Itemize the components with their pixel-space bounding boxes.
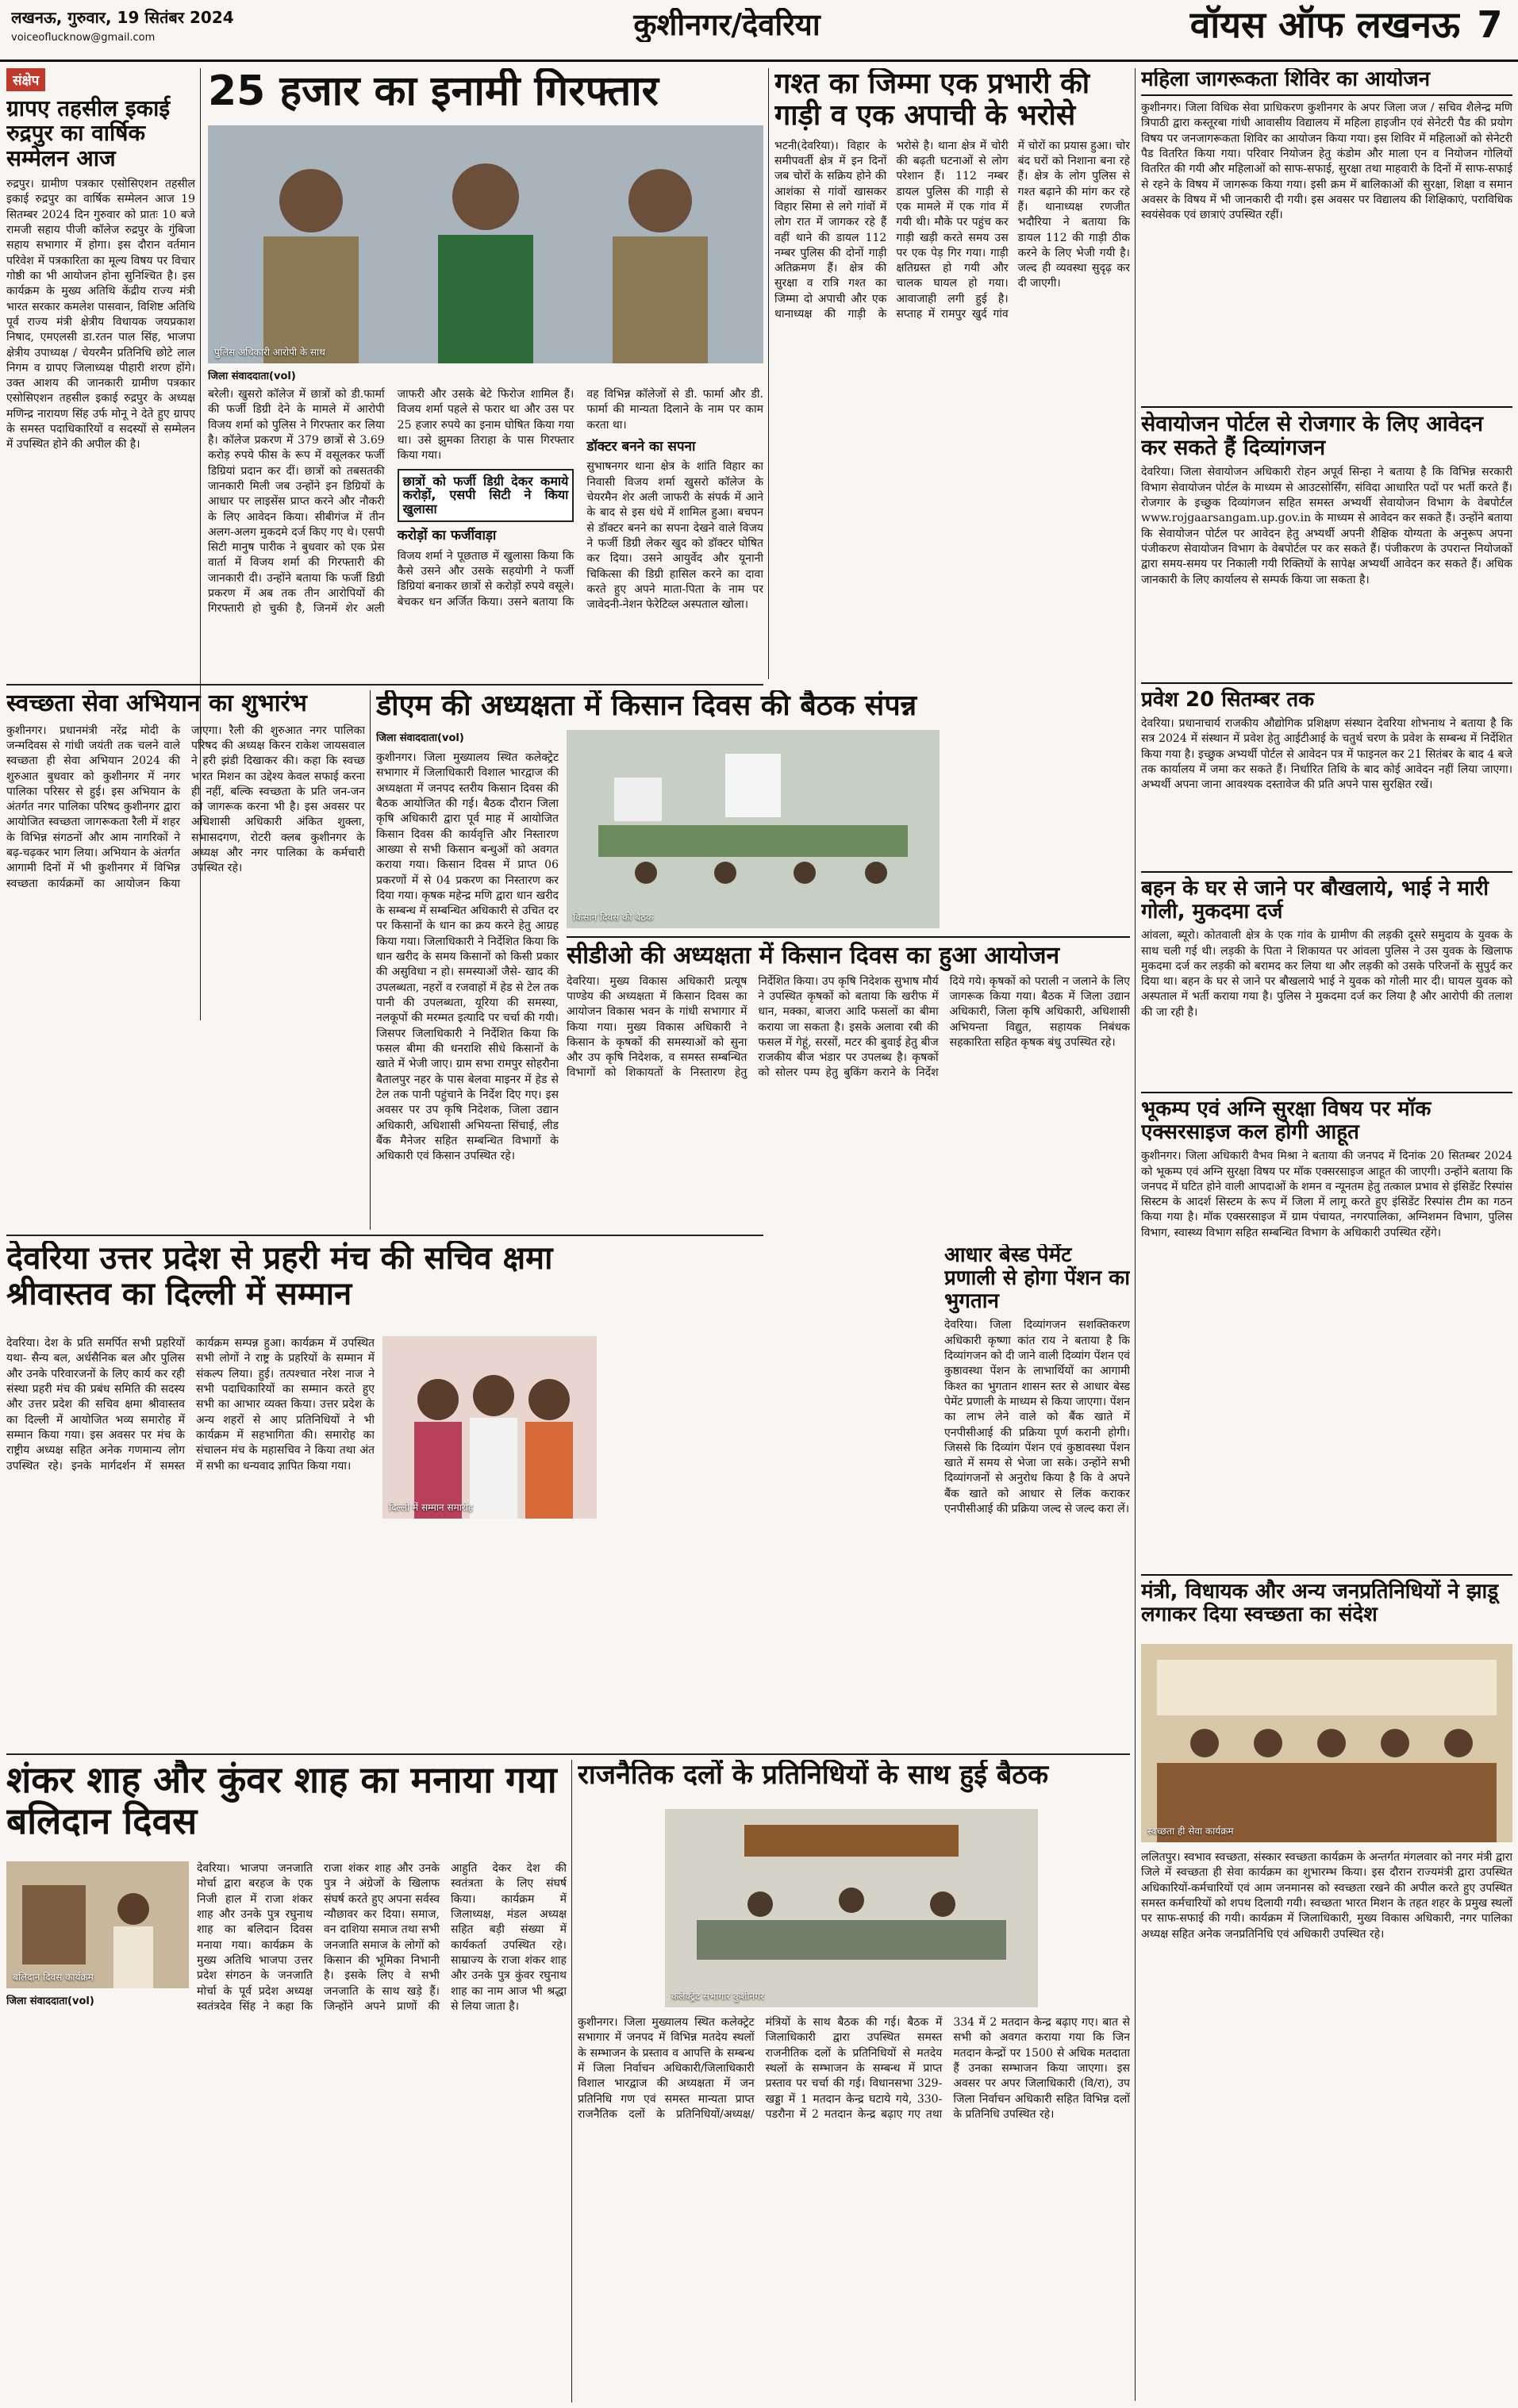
shankar-shah-credit: जिला संवाददाता(vol): [6, 1995, 94, 2007]
women-camp-story: [1141, 68, 1512, 401]
brief-sidebar: [6, 68, 195, 679]
delhi-honor-photo-caption: दिल्ली में सम्मान समारोह: [389, 1502, 474, 1513]
conference-image: [665, 1809, 1038, 2007]
divider: [571, 1760, 572, 2402]
officers-image: [208, 125, 763, 363]
employment-body: देवरिया। जिला सेवायोजन अधिकारी रोहन अपूर्व सिन्हा ने बताया है कि विभिन्न सरकारी विभाग सेवायोजन पोर्टल के माध्यम से आउटसोर्सिंग, संविदा आधारित पदों पर भर्ती करते हैं। रोजगार के इच्छुक दिव्यांगजन सहित समस्त अभ्यर्थी सेवायोजन विभाग के वेबपोर्टल www.rojgaarsangam.up.gov.in के माध्यम से आवेदन कर सकते हैं। उन्होंने बताया कि सेवायोजन पोर्टल पर आवेदन हेतु अभ्यर्थी अपनी शैक्षिक योग्यता के अनुरूप अपना पंजीकरण सेवायोजन विभाग के वेबपोर्टल पर कर सकते हैं। पंजीकरण के उपरान्त नियोजकों द्वारा समय-समय पर निकाली गयी रिक्तियों के सापेक्ष अभ्यर्थी आवेदन कर सकते हैं। अधिक जानकारी के लिए कार्यालय से सम्पर्क किया जा सकता है।: [1141, 466, 1512, 586]
cdo-meeting-story: [567, 936, 1130, 1238]
shankar-shah-story: [6, 1760, 567, 2402]
lead-subhead-1: करोड़ों का फर्जीवाड़ा: [397, 528, 497, 544]
dm-meeting-credit: जिला संवाददाता(vol): [376, 732, 464, 744]
political-headline: राजनैतिक दलों के प्रतिनिधियों के साथ हुई बैठक: [578, 1760, 1049, 1791]
section-name: कुशीनगर/देवरिया: [633, 8, 820, 42]
dm-meeting-body: कुशीनगर। जिला मुख्यालय स्थित कलेक्ट्रेट सभागार में जिलाधिकारी विशाल भारद्वाज की अध्यक्षता में जनपद स्तरीय किसान दिवस की बैठक आयोजित की गई। बैठक दौरान जिला कृषि अधिकारी द्वारा पूर्व माह में आयोजित किसान दिवस की कार्यवृत्ति और निस्तारण आख्या से सभी किसान बन्धुओं को अवगत कराया गया। किसान दिवस में प्राप्त 06 प्रकरणों में से 04 प्रकरण का निस्तारण कर दिया गया। कृषक महेन्द्र मणि द्वारा धान खरीद के सम्बन्ध में सम्बन्धित अधिकारी से उचित दर पर किसानों के धान का क्रय करने हेतु आग्रह किया गया। जिलाधिकारी ने निर्देशित किया कि धान खरीद के समय किसानों को किसी प्रकार की असुविधा न हो। समस्याओं जैसे- खाद की उपलब्धता, नहरों व रजवाहों में हेड से टेल तक पानी की उपलब्धता, यूरिया की समस्या, नलकूपों की मरम्मत इत्यादि पर चर्चा की गयी। जिसपर जिलाधिकारी ने निर्देशित किया कि फसल बीमा की धनराशि सीधे किसानों के खाते में भेजी जाए। ग्राम सभा रामपुर सोहरौना बैतालपुर नहर के पास बेलवा माइनर में हेड से टेल तक पानी पहुंचाने के निर्देश दिए गए। इस अवसर पर उप कृषि निदेशक, जिला उद्यान अधिकारी, अधिशासी अभियन्ता सिंचाई, लीड बैंक मैनेजर सहित सम्बन्धित विभागों के अधिकारी एवं किसान उपस्थित रहे।: [376, 751, 559, 1163]
dm-meeting-photo: [567, 730, 940, 928]
employment-story: [1141, 406, 1512, 676]
masthead-date: लखनऊ, गुरुवार, 19 सितंबर 2024: [11, 8, 234, 27]
patrol-story: [774, 68, 1130, 679]
employment-headline: सेवायोजन पोर्टल से रोजगार के लिए आवेदन कर सकते हैं दिव्यांगजन: [1141, 412, 1484, 461]
shankar-shah-photo-caption: बलिदान दिवस कार्यक्रम: [13, 1972, 94, 1983]
lead-sub2-body: सुभाषनगर थाना क्षेत्र के शांति विहार का निवासी विजय शर्मा खुसरो कॉलेज के चेयरमैन शेर अली जाफरी के संपर्क में आने के बाद से इस धंधे में शामिल हुआ। बचपन से डॉक्टर बनने का सपना देखने वाले विजय ने फर्जी डिग्री लेकर खुद को डॉक्टर घोषित कर दिया। उसने आयुर्वेद और यूनानी चिकित्सा की डिग्री हासिल करने का दावा करते हुए अपने माता-पिता के नाम पर जावेदनी-नेशन फेरेटिव्ल अस्पताल खोला।: [586, 460, 763, 612]
patrol-headline: गश्त का जिम्मा एक प्रभारी की गाड़ी व एक अपाची के भरोसे: [774, 68, 1090, 132]
political-photo: [665, 1809, 1038, 2007]
divider: [6, 1235, 763, 1236]
dm-meeting-photo-caption: किसान दिवस की बैठक: [573, 912, 654, 923]
brief-body: रुद्रपुर। ग्रामीण पत्रकार एसोसिएशन तहसील इकाई रुद्रपुर का वार्षिक सम्मेलन आज 19 सितम्बर 2024 दिन गुरुवार को प्रातः 10 बजे रामजी सहाय पीजी कॉलेज रुद्रपुर के गुंबिजा सहाय सभागार में होगा। इस दौरान वर्तमान परिवेश में पत्रकारिता का मूल्य विषय पर विचार गोष्ठी का भी आयोजन होना सुनिश्चित है। इस कार्यक्रम के मुख्य अतिथि केंद्रीय राज्य मंत्री भारत सरकार कमलेश पासवान, विशिष्ट अतिथि पूर्व राज्य मंत्री क्षेत्रीय विधायक जयप्रकाश निषाद, एमएलसी डा.रतन पाल सिंह, भाजपा क्षेत्रीय उपाध्यक्ष / चेयरमैन प्रतिनिधि छोटे लाल निगम व ग्रापए जिलाध्यक्ष पीहारी शरण होंगे। उक्त आशय की जानकारी ग्रामीण पत्रकार एसोसिएशन तहसील इकाई रुद्रपुर के अध्यक्ष मणिन्द्र नारायण सिंह उर्फ मोनू ने देते हुए ग्रापए के समस्त पदाधिकारियों व सदस्यों से सम्मेलन में उपस्थित होने की अपील की है।: [6, 178, 195, 451]
ministers-photo-caption: स्वच्छता ही सेवा कार्यक्रम: [1147, 1826, 1234, 1837]
lead-quote-box: [398, 469, 575, 523]
political-photo-caption: कलेक्ट्रेट सभागार कुशीनगर: [671, 1991, 764, 2002]
admission-body: देवरिया। प्रधानाचार्य राजकीय औद्योगिक प्रशिक्षण संस्थान देवरिया शोभनाथ ने बताया है कि सत्र 2024 में संस्थान में प्रवेश हेतु आईटीआई के चतुर्थ चरण के प्रवेश के सम्बन्ध में निर्देशित किया गया है। इच्छुक अभ्यर्थी पोर्टल से आवेदन पत्र में फाइनल कर 21 सितंबर के बाद 4 बजे तक कार्यालय में जमा कर सकते हैं। निर्धारित तिथि के बाद कोई आवेदन नहीं लिया जाएगा। अभ्यर्थी अपना जाना आवश्यक दस्तावेज की प्रति अपने पास सुरक्षित रखें।: [1141, 717, 1512, 792]
patrol-body: भटनी(देवरिया)। विहार के समीपवर्ती क्षेत्र में इन दिनों जब चोरों के सक्रिय होने की आशंका से गांवों खासकर विहार सिमा से लगे गांवों में लोग रात में जागकर रहे हैं वहीं थाने की डायल 112 नम्बर पुलिस की दोनों गाड़ी अतिक्रमण हैं। क्षेत्र की सुरक्षा व रात्रि गश्त का जिम्मा दो अपाची और एक थानाध्यक्ष की गाड़ी के भरोसे है। थाना क्षेत्र में चोरी की बढ़ती घटनाओं से लोग परेशान हैं। 112 नम्बर डायल पुलिस की गाड़ी से एक मामले में एक गांव में गयी थी। मौके पर पहुंच कर गाड़ी खड़ी करते समय उस पर एक पेड़ गिर गया। गाड़ी क्षतिग्रस्त हो गयी और चालक घायल हो गया। आवाजाही लगी हुई है। सप्ताह में रामपुर खुर्द गांव में चोरों का प्रयास हुआ। चोर बंद घरों को निशाना बना रहे हैं। क्षेत्र के लोग पुलिस से गश्त बढ़ाने की मांग कर रहे हैं। थानाध्यक्ष रणजीत भदौरिया ने बताया कि डायल 112 की गाड़ी ठीक करने के लिए भेजी गयी है। जल्द ही व्यवस्था सुदृढ़ कर दी जाएगी।: [774, 139, 1130, 321]
lead-photo: [208, 125, 763, 363]
swachhata-body: कुशीनगर। प्रधानमंत्री नरेंद्र मोदी के जन्मदिवस से गांधी जयंती तक चलने वाले स्वच्छता ही सेवा अभियान 2024 की शुरुआत बुधवार को कुशीनगर में नगर पालिका परिसर से हुई। इस अभियान के अंतर्गत नगर पालिका परिषद कुशीनगर द्वारा आयोजित स्वच्छता जागरूकता रैली में शहर के विभिन्न संगठनों और आम नागरिकों ने बढ़-चढ़कर भाग लिया। अभियान के अंतर्गत आगामी दिनों में भी कुशीनगर में विभिन्न स्वच्छता कार्यक्रमों का आयोजन किया जाएगा। रैली की शुरुआत नगर पालिका परिषद की अध्यक्ष किरन राकेश जायसवाल ने हरी झंडी दिखाकर की। कहा कि स्वच्छ भारत मिशन का उद्देश्य केवल सफाई करना ही नहीं, बल्कि स्वच्छता के प्रति जन-जन को जागरूक करना भी है। इस अवसर पर अधिशासी अधिकारी अंकित शुक्ला, सभासदगण, रोटरी क्लब कुशीनगर के अध्यक्ष और नगर पालिका के कर्मचारी उपस्थित रहे।: [6, 724, 365, 890]
ministers-body: ललितपुर। स्वभाव स्वच्छता, संस्कार स्वच्छता कार्यक्रम के अन्तर्गत मंगलवार को नगर मंत्री द्वारा जिले में स्वच्छता ही सेवा कार्यक्रम का शुभारम्भ किया। इस दौरान राज्यमंत्री द्वारा उपस्थित अधिकारियों-कर्मचारियों एवं आम जनमानस को स्वच्छता रखने की अपील करते हुए उपस्थित समस्त कर्मचारियों को शपथ दिलायी गयी। स्वच्छता भारत मिशन के तहत शहर के प्रमुख स्थलों पर साफ-सफाई की गयी। कार्यक्रम में जिलाधिकारी, मुख्य विकास अधिकारी, नगर पालिका अध्यक्ष सहित अनेक जनप्रतिनिधि एवं अधिकारी उपस्थित रहे।: [1141, 1851, 1512, 1941]
cdo-meeting-headline: सीडीओ की अध्यक्षता में किसान दिवस का हुआ आयोजन: [567, 942, 1060, 970]
admission-headline: प्रवेश 20 सितम्बर तक: [1141, 688, 1315, 712]
ministers-story: [1141, 1574, 1512, 2403]
swachhata-headline: स्वच्छता सेवा अभियान का शुभारंभ: [6, 690, 307, 717]
shankar-shah-headline: शंकर शाह और कुंवर शाह का मनाया गया बलिदान दिवस: [6, 1760, 557, 1842]
stage-image: [1141, 1644, 1512, 1842]
earthquake-body: कुशीनगर। जिला अधिकारी वैभव मिश्रा ने बताया की जनपद में दिनांक 20 सितम्बर 2024 को भूकम्प एवं अग्नि सुरक्षा विषय पर मॉक एक्सरसाइज आहूत की जाएगी। उन्होंने बताया कि जनपद में घटित होने वाली आपदाओं के शमन व न्यूनतम हेतु तत्काल प्रभाव से इंसिडेंट रिस्पांस सिस्टम के आदर्श सिस्टम के रूप में जिला में लागू करते हुए इंसिडेंट रिस्पांस टीम का गठन किया गया है। मॉक एक्सरसाइज में ग्राम पंचायत, नगरपालिका, अग्निशमन विभाग, पुलिस विभाग, स्वास्थ्य विभाग सहित सम्बन्धित विभाग के अधिकारी उपस्थित रहेंगे।: [1141, 1150, 1512, 1239]
ministers-photo: [1141, 1644, 1512, 1842]
lead-photo-caption: पुलिस अधिकारी आरोपी के साथ: [214, 347, 325, 358]
political-body: कुशीनगर। जिला मुख्यालय स्थित कलेक्ट्रेट सभागार में जनपद में विभिन्न मतदेय स्थलों के सम्भाजन के प्रस्ताव व आपत्ति के सम्बन्ध में जिला निर्वाचन अधिकारी/जिलाधिकारी विशाल भारद्वाज की अध्यक्षता में जन प्रतिनिधि गण एवं समस्त मान्यता प्राप्त राजनैतिक दलों के प्रतिनिधियों/अध्यक्ष/मंत्रियों के साथ बैठक की गई। बैठक में जिलाधिकारी द्वारा उपस्थित समस्त राजनीतिक दलों के प्रतिनिधियों से मतदेय स्थलों के सम्भाजन के सम्बन्ध में प्राप्त प्रस्ताव पर चर्चा की गई। विधानसभा 329-खड्डा में 1 मतदान केन्द्र घटाये गये, 330-पडरौना में 2 मतदान केन्द्र बढ़ाए गए तथा 334 में 2 मतदान केन्द्र बढ़ाए गए। बात से सभी को अवगत कराया गया कि जिन मतदान केन्द्रों पर 1500 से अधिक मतदाता हैं उनका सम्भाजन किया जाएगा। इस अवसर पर अपर जिलाधिकारी (वि/रा), उप जिला निर्वाचन अधिकारी सहित विभिन्न दलों के प्रतिनिधि उपस्थित रहे।: [578, 2016, 1130, 2121]
crime-body: आंवला, ब्यूरो। कोतवाली क्षेत्र के एक गांव के ग्रामीण की लड़की दूसरे समुदाय के युवक के साथ चली गई थी। लड़की के पिता ने शिकायत पर आंवला पुलिस ने उस युवक के खिलाफ मुकदमा दर्ज कर लड़की को बरामद कर लिया था और लड़की को उसके परिजनों के सुपुर्द कर दिया था। बहन के घर से जाने पर बौखलाये भाई ने युवक को गोली मार दी। घायल युवक को अस्पताल में भर्ती कराया गया है। पुलिस ने मुकदमा दर्ज कर लिया है और आरोपी की तलाश की जा रही है।: [1141, 929, 1512, 1019]
earthquake-story: [1141, 1092, 1512, 1568]
admission-story: [1141, 682, 1512, 865]
aadhaar-story: [944, 1244, 1130, 1752]
aadhaar-body: देवरिया। जिला दिव्यांगजन सशक्तिकरण अधिकारी कृष्णा कांत राय ने बताया है कि दिव्यांगजन को दी जाने वाली दिव्यांग पेंशन एवं कुष्ठावस्था पेंशन के लाभार्थियों का आगामी किश्त का भुगतान शासन स्तर से आधार बेस्ड पेमेंट प्रणाली के माध्यम से किया जाएगा। पेंशन का लाभ लेने वाले को बैंक खाते में एनपीसीआई की प्रक्रिया पूर्ण करानी होगी। जिससे कि दिव्यांग पेंशन एवं कुष्ठावस्था पेंशन खाते में समय से भेजा जा सके। उन्होंने सभी दिव्यांगजनों से अनुरोध किया है कि वे अपने बैंक खाते को आधार से लिंक कराकर एनपीसीआई की प्रक्रिया जल्द से जल्द करा लें।: [944, 1319, 1130, 1516]
political-story: [578, 1760, 1130, 2402]
meeting-image: [567, 730, 940, 928]
lead-credit: जिला संवाददाता(vol): [208, 371, 296, 382]
dm-meeting-body-right: [947, 730, 1130, 928]
dm-meeting-headline: डीएम की अध्यक्षता में किसान दिवस की बैठक संपन्न: [376, 690, 917, 722]
brief-label: संक्षेप: [6, 68, 45, 91]
lead-headline: 25 हजार का इनामी गिरफ्तार: [208, 68, 659, 115]
cdo-meeting-body: देवरिया। मुख्य विकास अधिकारी प्रत्यूष पाण्डेय की अध्यक्षता में किसान दिवस का आयोजन विकास भवन के गांधी सभागार में किया गया। मुख्य विकास अधिकारी ने किसान के कृषकों की समस्याओं को सुना और उप कृषि निदेशक, व समस्त सम्बन्धित विभागों को शिकायतों के निस्तारण हेतु निर्देशित किया। उप कृषि निदेशक सुभाष मौर्य ने उपस्थित कृषकों को बताया कि खरीफ में धान, मक्का, बाजरा आदि फसलों का बीमा कराया जा सकता है। इसके अलावा रबी की फसल में गेहूं, सरसों, मटर की बुवाई हेतु बीज राजकीय बीज भंडार पर उपलब्ध है। कृषकों को सोलर पम्प हेतु बुकिंग कराने के निर्देश दिये गये। कृषकों को पराली न जलाने के लिए जागरूक किया गया। बैठक में जिला उद्यान अधिकारी, जिला कृषि अधिकारी, अधिशासी अभियन्ता विद्युत, सहायक निबंधक सहकारिता सहित कृषक बंधु उपस्थित रहे।: [567, 974, 1130, 1080]
divider: [6, 684, 763, 686]
honor-image: [382, 1336, 597, 1519]
lead-body: [208, 387, 763, 679]
women-camp-body: कुशीनगर। जिला विधिक सेवा प्राधिकरण कुशीनगर के अपर जिला जज / सचिव शैलेन्द्र मणि त्रिपाठी द्वारा कस्तूरबा गांधी आवासीय विद्यालय में महिला हाइजीन एवं सेनेटरी पैड की प्रयोग विषय पर जनजागरूकता शिविर का आयोजन किया गया। इस शिविर में महिलाओं को सेनेटरी पैड वितरित किया गया। परिवार नियोजन हेतु कंडोम और माला एन व नियोजन गोलियों वितरित की गयी और महिलाओं को साफ-सफाई, सुरक्षा तथा माहवारी के दिनों में साफ-सफाई से रहने के विषय में जागरूक किया गया। इसी क्रम में बालिकाओं की सुरक्षा, शिक्षा व समान अवसर के विषय में भी जानकारी दी गयी। इस अवसर पर विद्यालय की शिक्षिकाएं, पराविधिक स्वयंसेवक एवं छात्राएं उपस्थित रहीं।: [1141, 102, 1512, 222]
ministers-headline: मंत्री, विधायक और अन्य जनप्रतिनिधियों ने झाडू लगाकर दिया स्वच्छता का संदेश: [1141, 1580, 1499, 1627]
swachhata-story: [6, 690, 365, 1230]
crime-headline: बहन के घर से जाने पर बौखलाये, भाई ने मारी गोली, मुकदमा दर्ज: [1141, 877, 1489, 924]
brief-headline: ग्रापए तहसील इकाई रुद्रपुर का वार्षिक सम्मेलन आज: [6, 95, 171, 171]
lead-story: [208, 68, 763, 679]
page-number: 7: [1477, 5, 1503, 46]
masthead: [0, 0, 1518, 62]
divider: [370, 690, 371, 1230]
lead-body-text: बरेली। खुसरो कॉलेज में छात्रों को डी.फार्मा की फर्जी डिग्री देने के मामले में आरोपी विजय शर्मा को पुलिस ने गिरफ्तार कर लिया है। कॉलेज प्रकरण में 379 छात्रों से 3.69 करोड़ रुपये फीस के रूप में वसूलकर फर्जी डिग्रियां प्रदान कर दीं। छात्रों को तबसतकी जानकारी मिली जब उन्होंने इन डिग्रियों के आधार पर लाइसेंस प्राप्त करने और नौकरी के लिए आवेदन किया। सीबीगंज में तीन अलग-अलग मुकदमे दर्ज किए गए थे। एसपी सिटी मानुष पारीक ने बुधवार को एक प्रेस वार्ता में विजय शर्मा की गिरफ्तारी की जानकारी दी। उन्होंने बताया कि फर्जी डिग्री प्रकरण में अब तक तीन आरोपियों की गिरफ्तारी हो चुकी है, जिनमें शेर अली जाफरी और उसके बेटे फिरोज शामिल हैं। विजय शर्मा पहले से फरार था और उस पर 25 हजार रुपये का इनाम घोषित किया गया था। उसे झुमका तिराहा के पास गिरफ्तार किया गया।: [208, 388, 575, 616]
shankar-shah-body: देवरिया। भाजपा जनजाति मोर्चा द्वारा बरहज के एक निजी हाल में राजा शंकर शाह और उनके पुत्र रघुनाथ शाह का बलिदान दिवस मनाया गया। कार्यक्रम के मुख्य अतिथि भाजपा उत्तर प्रदेश संगठन के जनजाति मोर्चा के पूर्व प्रदेश अध्यक्ष स्वतंत्रदेव सिंह ने कहा कि राजा शंकर शाह और उनके पुत्र ने अंग्रेजों के खिलाफ संघर्ष करते हुए अपना सर्वस्व न्यौछावर कर दिया। समाज, वन दाशिया समाज तथा सभी जनजाति समाज के लोगों को किसान की भूमिका निभानी है। इसके लिए वे सभी जनजाति के साथ खड़े हैं। जिन्होंने अपने प्राणों की आहुति देकर देश की स्वतंत्रता के लिए संघर्ष किया। कार्यक्रम में जिलाध्यक्ष, मंडल अध्यक्ष सहित बड़ी संख्या में कार्यकर्ता उपस्थित रहे। साम्राज्य के राजा शंकर शाह और उनके पुत्र कुंवर रघुनाथ शाह का नाम आज भी श्रद्धा से लिया जाता है।: [197, 1862, 567, 2013]
earthquake-headline: भूकम्प एवं अग्नि सुरक्षा विषय पर मॉक एक्सरसाइज कल होगी आहूत: [1141, 1097, 1432, 1145]
paper-name: वॉयस ऑफ लखनऊ: [1189, 5, 1460, 46]
crime-story: [1141, 871, 1512, 1085]
delhi-honor-headline: देवरिया उत्तर प्रदेश से प्रहरी मंच की सचिव क्षमा श्रीवास्तव का दिल्ली में सम्मान: [6, 1241, 553, 1312]
lead-subhead-2: डॉक्टर बनने का सपना: [586, 438, 696, 455]
aadhaar-headline: आधार बेस्ड पेमेंट प्रणाली से होगा पेंशन का भुगतान: [944, 1244, 1130, 1314]
divider: [768, 68, 769, 679]
ceremony-image: [6, 1861, 189, 1988]
delhi-honor-photo: [382, 1336, 597, 1519]
divider: [1135, 68, 1136, 2401]
women-camp-headline: महिला जागरूकता शिविर का आयोजन: [1141, 68, 1512, 96]
delhi-honor-story: [6, 1241, 763, 1749]
masthead-email: voiceoflucknow@gmail.com: [11, 32, 156, 44]
lead-quote: छात्रों को फर्जी डिग्री देकर कमाये करोड़ों, एसपी सिटी ने किया खुलासा: [402, 473, 569, 517]
shankar-shah-photo: [6, 1861, 189, 1988]
delhi-honor-body: देवरिया। देश के प्रति समर्पित सभी प्रहरियों यथा- सैन्य बल, अर्धसैनिक बल और पुलिस और उनके परिवारजनों के लिए कार्य कर रही संस्था प्रहरी मंच की प्रबंध समिति की सदस्य और उत्तर प्रदेश की सचिव क्षमा श्रीवास्तव का दिल्ली में आयोजित भव्य समारोह में सम्मान किया गया। इस अवसर पर मंच के राष्ट्रीय अध्यक्ष सहित अनेक गणमान्य लोग उपस्थित रहे। इनके मार्गदर्शन में समस्त कार्यक्रम सम्पन्न हुआ। कार्यक्रम में उपस्थित सभी लोगों ने राष्ट्र के प्रहरियों के सम्मान में संकल्प लिया। हुई। तत्पश्चात नरेश नाज ने सभी पदाधिकारियों का सम्मान करते हुए सभी का आभार व्यक्त किया। उत्तर प्रदेश के अन्य शहरों से आए प्रतिनिधियों ने भी कार्यक्रम में सहभागिता की। समारोह का संचालन मंच के महासचिव ने किया तथा अंत में सभी का धन्यवाद ज्ञापित किया गया।: [6, 1337, 375, 1473]
lead-sub1-body: विजय शर्मा ने पूछताछ में खुलासा किया कि कैसे उसने और उसके सहयोगी ने फर्जी डिग्रियां बनाकर छात्रों से करोड़ों रुपये वसूले। बेचकर धन अर्जित किया। उसने बताया कि वह विभिन्न कॉलेजों से डी. फार्मा और डी. फार्मा की मान्यता दिलाने के नाम पर काम करता था।: [397, 388, 763, 609]
divider: [6, 1753, 1130, 1755]
